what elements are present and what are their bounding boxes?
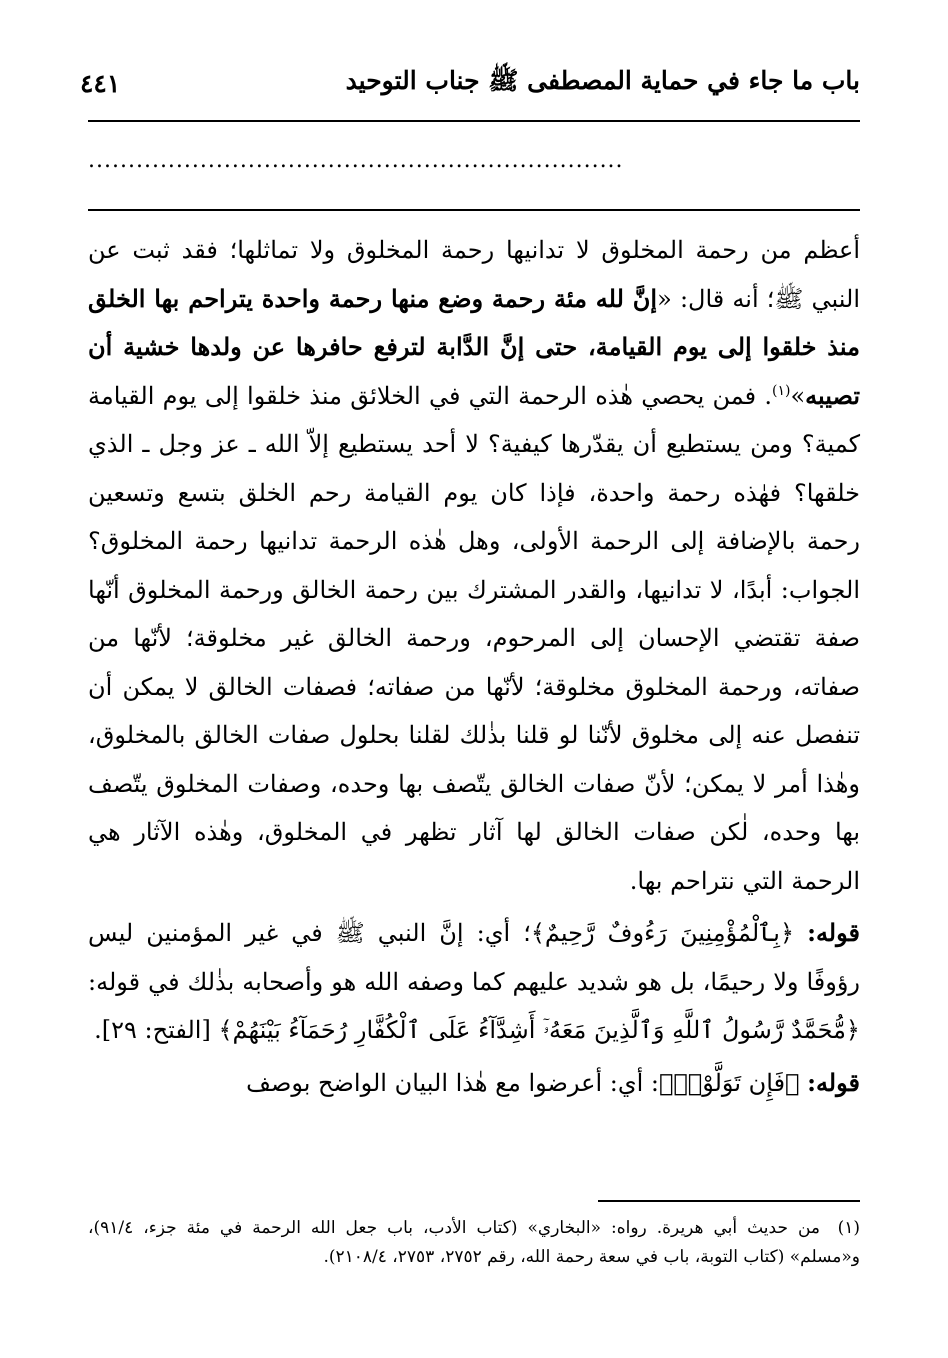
hadith-text: إنَّ لله مئة رحمة وضع منها رحمة واحدة يتراحم بها الخلق منذ خلقوا إلى يوم القيامة، حتى إنَّ الدَّابة لترفع حافرها عن ولدها خشية أن تصيبه [88, 283, 860, 410]
section-rule [88, 209, 860, 211]
paragraph-1 [88, 226, 860, 905]
footnote-rule [598, 1200, 860, 1202]
qawl-label: قوله: [807, 918, 860, 947]
paragraph-1-rest: . فمن يحصي هٰذه الرحمة التي في الخلائق منذ خلقوا إلى يوم القيامة كمية؟ ومن يستطيع أن يقدّرها كيفية؟ لا أحد يستطيع إلاّ الله ـ عز وجل ـ الذي خلقها؟ فهٰذه رحمة واحدة، فإذا كان يوم القيامة رحم الخلق بتسع وتسعين رحمة بالإضافة إلى الرحمة الأولى، وهل هٰذه الرحمة تدانيها رحمة المخلوق؟ الجواب: أبدًا، لا تدانيها، والقدر المشترك بين رحمة الخالق ورحمة المخلوق أنّها صفة تقتضي الإحسان إلى المرحوم، ورحمة الخالق غير مخلوقة؛ لأنّها من صفاته، ورحمة المخلوق مخلوقة؛ لأنّها من صفاته؛ فصفات الخالق لا يمكن أن تنفصل عنه إلى مخلوق لأنّنا لو قلنا بذٰلك لقلنا بحلول صفات الخالق بالمخلوق، وهٰذا أمر لا يمكن؛ لأنّ صفات الخالق يتّصف بها وحده، وصفات المخلوق يتّصف بها وحده، لٰكن صفات الخالق لها آثار تظهر في المخلوق، وهٰذه الآثار هي الرحمة التي نتراحم بها. [88, 381, 860, 895]
paragraph-1-lead: أعظم من رحمة المخلوق لا تدانيها رحمة المخلوق ولا تماثلها؛ فقد ثبت عن النبي ﷺ؛ أنه قال: « [88, 236, 861, 313]
quran-verse: ﴿بِٱلْمُؤْمِنِينَ رَءُوفٌ رَّحِيمٌ﴾ [530, 919, 795, 947]
footnote [88, 1214, 860, 1272]
paragraph-3-text: : أي: أعرضوا مع هٰذا البيان الواضح بوصف [246, 1068, 659, 1097]
footnote-number: (١) [837, 1218, 860, 1238]
footnote-reference[interactable]: (١) [772, 382, 791, 399]
paragraph-2-text: ؛ أي: إنَّ النبي ﷺ في غير المؤمنين ليس رؤوفًا ولا رحيمًا، بل هو شديد عليهم كما وصفه الله هو وأصحابه بذٰلك في قوله: [88, 919, 861, 996]
qawl-label: قوله: [807, 1067, 860, 1097]
quran-verse-2: ﴿مُّحَمَّدٌ رَّسُولُ ٱللَّهِ وَٱلَّذِينَ مَعَهُۥٓ أَشِدَّآءُ عَلَى ٱلْكُفَّارِ رُحَمَآءُ بَيْنَهُمْ﴾ [218, 1016, 860, 1044]
quran-verse: ﴿فَإِن تَوَلَّوْا۟﴾ [659, 1068, 800, 1097]
paragraph-3 [88, 1059, 860, 1108]
omission-dots: ................................................................... [88, 148, 624, 173]
paragraph-2 [88, 909, 860, 1055]
main-text [88, 226, 860, 1107]
page-number: ٤٤١ [80, 68, 121, 98]
page-header [80, 58, 860, 108]
running-title: باب ما جاء في حماية المصطفى ﷺ جناب التوحيد [345, 65, 860, 95]
footnote-text: من حديث أبي هريرة. رواه: «البخاري» (كتاب الأدب، باب جعل الله الرحمة في مئة جزء، ٩١/٤)، و«مسلم» (كتاب التوبة، باب في سعة رحمة الله، رقم ٢٧٥٢، ٢٧٥٣، ٢١٠٨/٤). [88, 1218, 860, 1267]
verse-citation: [الفتح: ٢٩]. [94, 1016, 211, 1044]
header-rule [88, 120, 860, 122]
hadith-close-quote: » [790, 381, 806, 410]
